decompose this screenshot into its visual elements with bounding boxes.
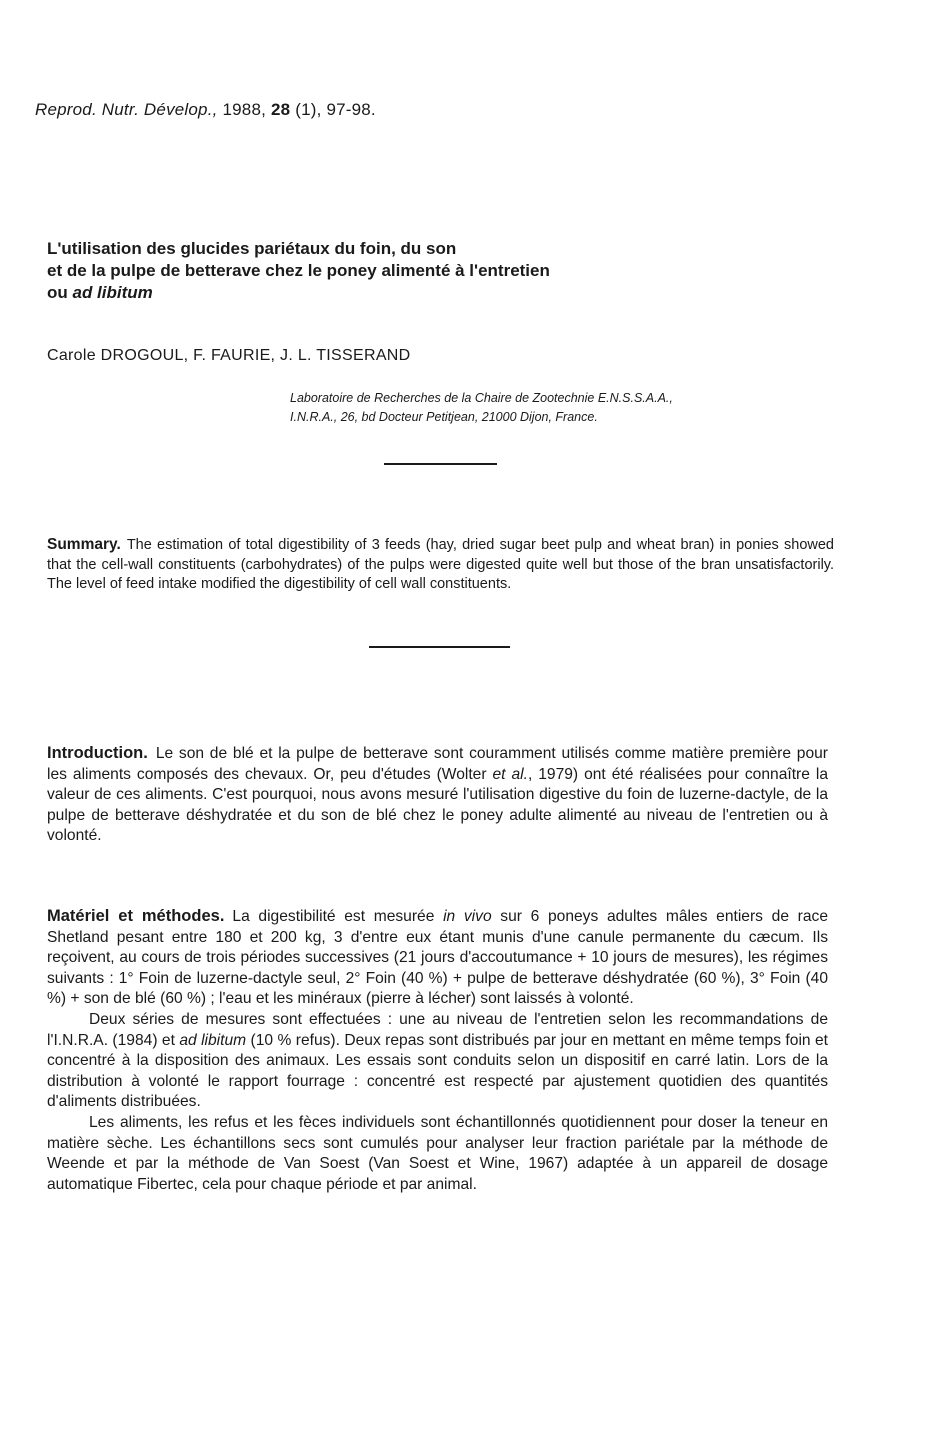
citation-volume: 28 xyxy=(270,100,291,119)
methods-heading: Matériel et méthodes. xyxy=(47,907,225,925)
author-affiliation xyxy=(290,389,850,427)
affiliation-line-2: I.N.R.A., 26, bd Docteur Petitjean, 21000 Dijon, France. xyxy=(290,410,598,424)
affiliation-line-1: Laboratoire de Recherches de la Chaire de Zootechnie E.N.S.S.A.A., xyxy=(290,391,673,405)
introduction-text-b: , 1979) ont été réalisées pour connaître la valeur de ces aliments. C'est pourquoi, nous avons mesuré l'utilisation digestive du foin de luzerne-dactyle, de la pulpe de betterave déshydratée et du son de blé chez le poney adulte alimenté au niveau de l'entretien ou à volonté. xyxy=(47,765,828,845)
introduction-paragraph xyxy=(47,743,828,847)
introduction-text-italic: et al. xyxy=(492,765,528,783)
citation-pages: (1), 97-98. xyxy=(295,100,376,119)
methods-p1-b: sur 6 poneys adultes mâles entiers de race Shetland pesant entre 180 et 200 kg, 3 d'entre eux étant munis d'une canule permanente du cæcum. Ils reçoivent, au cours de trois périodes successives (21 jours d'accoutumance + 10 jours de mesures), les régimes suivants : 1° Foin de luzerne-dactyle seul, 2° Foin (40 %) + pulpe de betterave déshydratée (60 %), 3° Foin (40 %) + son de blé (60 %) ; l'eau et les minéraux (pierre à lécher) sont laissés à volonté. xyxy=(47,908,828,1008)
summary-heading: Summary. xyxy=(47,536,121,553)
author-list: Carole DROGOUL, F. FAURIE, J. L. TISSERAND xyxy=(47,347,411,364)
title-line-3 xyxy=(47,282,867,304)
methods-section xyxy=(47,906,828,1195)
title-line-1: L'utilisation des glucides pariétaux du foin, du son xyxy=(47,239,457,258)
title-line-3-italic: ad libitum xyxy=(72,283,153,302)
article-title xyxy=(47,238,867,304)
journal-name: Reprod. Nutr. Dévelop., xyxy=(35,100,218,119)
title-line-3-prefix: ou xyxy=(47,283,73,302)
methods-paragraph-2 xyxy=(47,1010,828,1113)
methods-p2-b: (10 % refus). Deux repas sont distribués par jour en mettant en même temps foin et concentré à la disposition des animaux. Les essais sont conduits selon un dispositif en carré latin. Lors de la distribution à volonté le rapport fourrage : concentré est respecté par ajustement quotidien des quantités d'aliments distribuées. xyxy=(47,1031,828,1111)
methods-paragraph-1 xyxy=(47,906,828,1010)
methods-paragraph-3: Les aliments, les refus et les fèces individuels sont échantillonnés quotidiennent pour doser la teneur en matière sèche. Les échantillons secs sont cumulés pour analyser leur fraction pariétale par la méthode de Weende et par la méthode de Van Soest (Van Soest et Wine, 1967) adaptée à un appareil de dosage automatique Fibertec, cela pour chaque période et par animal. xyxy=(47,1113,828,1193)
methods-p2-italic: ad libitum xyxy=(179,1031,247,1049)
divider-rule-top xyxy=(384,463,497,465)
introduction-text-a: Le son de blé et la pulpe de betterave sont couramment utilisés comme matière première pour les aliments composés des chevaux. Or, peu d'études (Wolter xyxy=(47,745,828,783)
journal-citation xyxy=(35,100,376,120)
summary-abstract xyxy=(47,535,834,595)
title-line-2: et de la pulpe de betterave chez le poney alimenté à l'entretien xyxy=(47,261,550,280)
methods-p1-a: La digestibilité est mesurée xyxy=(232,908,444,925)
citation-year: 1988, xyxy=(222,100,267,119)
methods-p1-italic: in vivo xyxy=(443,908,492,925)
introduction-section xyxy=(47,743,828,847)
divider-rule-bottom xyxy=(369,646,510,648)
summary-text: The estimation of total digestibility of 3 feeds (hay, dried sugar beet pulp and wheat bran) in ponies showed that the cell-wall constituents (carbohydrates) of the pulps were digested quite well but those of the bran unsatisfactorily. The level of feed intake modified the digestibility of cell wall constituents. xyxy=(47,537,834,592)
methods-p2-a: Deux séries de mesures sont effectuées : une au niveau de l'entretien selon les recommandations de l'I.N.R.A. (1984) et xyxy=(47,1010,828,1049)
introduction-heading: Introduction. xyxy=(47,744,148,762)
